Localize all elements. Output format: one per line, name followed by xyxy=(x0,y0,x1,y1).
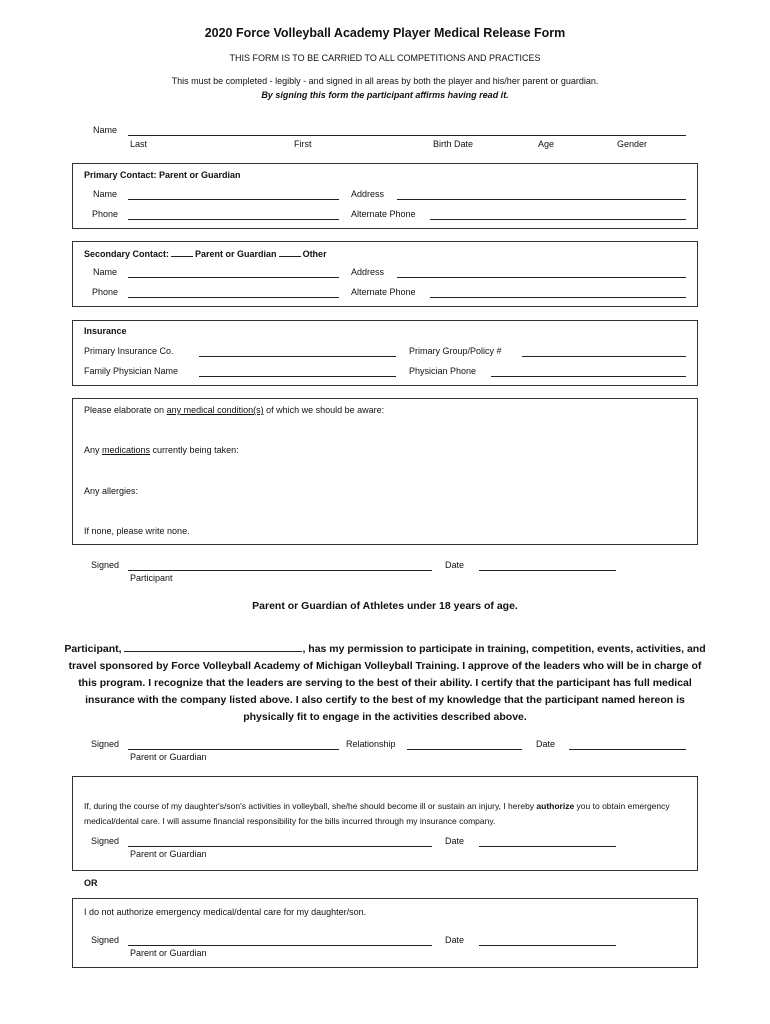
col-age: Age xyxy=(538,139,555,149)
primary-contact-heading: Primary Contact: Parent or Guardian xyxy=(84,170,241,180)
player-name-field[interactable] xyxy=(128,135,686,136)
medical-q1-a: Please elaborate on xyxy=(84,405,167,415)
col-gender: Gender xyxy=(617,139,648,149)
guardian-date-label: Date xyxy=(536,739,556,749)
guardian-para-a: Participant, xyxy=(64,643,122,655)
secondary-name-field[interactable] xyxy=(128,277,339,278)
physician-phone-field[interactable] xyxy=(491,376,686,377)
primary-insurance-field[interactable] xyxy=(199,356,396,357)
secondary-guardian-label: Parent or Guardian xyxy=(195,249,277,259)
physician-name-label: Family Physician Name xyxy=(84,366,179,376)
authorize-text-a: If, during the course of my daughter's/son's activities in volleyball, she/he should become ill or sustain an injury, I hereby xyxy=(84,801,537,811)
secondary-alt-phone-field[interactable] xyxy=(430,297,686,298)
medical-q2-b: currently being taken: xyxy=(150,445,239,455)
physician-phone-label: Physician Phone xyxy=(409,366,477,376)
group-policy-label: Primary Group/Policy # xyxy=(409,346,502,356)
secondary-address-label: Address xyxy=(351,267,385,277)
secondary-other-checkbox[interactable] xyxy=(279,248,301,257)
decline-sub-label: Parent or Guardian xyxy=(130,948,207,958)
guardian-para-b: , has my permission to participate in training, competition, events, activities, and travel sponsored by Force Volleyball Academy of Michigan Volleyball Training. I approve of the leaders who will be in charge of this program. I recognize that the leaders are serving to the best of their ability. I certify that the participant has full medical insurance with the company listed above. I also certify to the best of my knowledge that the participant named hereon is physically fit to engage in the activities described above. xyxy=(68,643,706,723)
primary-insurance-label: Primary Insurance Co. xyxy=(84,346,174,356)
primary-phone-label: Phone xyxy=(92,209,119,219)
decline-signed-label: Signed xyxy=(91,935,120,945)
secondary-phone-label: Phone xyxy=(92,287,119,297)
instruction-text: This must be completed - legibly - and signed in all areas by both the player and his/her parent or guardian. xyxy=(171,76,599,86)
participant-signed-label: Signed xyxy=(91,560,120,570)
authorize-date-label: Date xyxy=(445,836,465,846)
decline-date-field[interactable] xyxy=(479,945,616,946)
affirm-text: By signing this form the participant affirms having read it. xyxy=(261,90,509,100)
group-policy-field[interactable] xyxy=(522,356,686,357)
primary-alt-phone-field[interactable] xyxy=(430,219,686,220)
primary-name-field[interactable] xyxy=(128,199,339,200)
participant-date-label: Date xyxy=(445,560,465,570)
page-title: 2020 Force Volleyball Academy Player Medical Release Form xyxy=(204,26,566,40)
secondary-other-label: Other xyxy=(302,249,327,259)
secondary-contact-heading xyxy=(84,248,327,259)
secondary-alt-phone-label: Alternate Phone xyxy=(351,287,416,297)
participant-signature-field[interactable] xyxy=(128,570,432,571)
medical-conditions-question xyxy=(84,405,384,415)
col-first: First xyxy=(294,139,312,149)
primary-address-label: Address xyxy=(351,189,385,199)
medical-q1-b: of which we should be aware: xyxy=(263,405,385,415)
guardian-signature-field[interactable] xyxy=(128,749,339,750)
authorize-text xyxy=(84,799,688,829)
secondary-guardian-checkbox[interactable] xyxy=(171,248,193,257)
decline-text: I do not authorize emergency medical/dental care for my daughter/son. xyxy=(84,907,367,917)
primary-address-field[interactable] xyxy=(397,199,686,200)
relationship-label: Relationship xyxy=(346,739,396,749)
none-instruction: If none, please write none. xyxy=(84,526,190,536)
medical-box xyxy=(72,398,698,545)
secondary-phone-field[interactable] xyxy=(128,297,339,298)
physician-name-field[interactable] xyxy=(199,376,396,377)
guardian-sub-label: Parent or Guardian xyxy=(130,752,207,762)
authorize-text-c: you to obtain emergency medical/dental care. I will assume financial responsibility for the bills incurred through my insurance company. xyxy=(84,801,670,826)
insurance-heading: Insurance xyxy=(84,326,127,336)
guardian-date-field[interactable] xyxy=(569,749,686,750)
guardian-permission-paragraph xyxy=(60,641,710,726)
medications-question xyxy=(84,445,239,455)
authorize-signature-field[interactable] xyxy=(128,846,432,847)
guardian-heading: Parent or Guardian of Athletes under 18 years of age. xyxy=(252,600,518,612)
decline-signature-field[interactable] xyxy=(128,945,432,946)
allergies-question: Any allergies: xyxy=(84,486,139,496)
decline-date-label: Date xyxy=(445,935,465,945)
primary-name-label: Name xyxy=(93,189,118,199)
participant-date-field[interactable] xyxy=(479,570,616,571)
secondary-name-label: Name xyxy=(93,267,118,277)
authorize-signed-label: Signed xyxy=(91,836,120,846)
or-label: OR xyxy=(84,878,98,888)
medical-q2-u: medications xyxy=(102,445,151,455)
authorize-sub-label: Parent or Guardian xyxy=(130,849,207,859)
col-birth-date: Birth Date xyxy=(433,139,474,149)
subtitle: THIS FORM IS TO BE CARRIED TO ALL COMPETITIONS AND PRACTICES xyxy=(229,53,541,63)
medical-q2-a: Any xyxy=(84,445,103,455)
authorize-text-b: authorize xyxy=(536,801,575,811)
participant-sub-label: Participant xyxy=(130,573,173,583)
primary-phone-field[interactable] xyxy=(128,219,339,220)
secondary-address-field[interactable] xyxy=(397,277,686,278)
medical-q1-u: any medical condition(s) xyxy=(166,405,264,415)
relationship-field[interactable] xyxy=(407,749,522,750)
authorize-date-field[interactable] xyxy=(479,846,616,847)
col-last: Last xyxy=(130,139,148,149)
participant-name-blank[interactable] xyxy=(124,641,302,652)
player-name-label: Name xyxy=(93,125,118,135)
secondary-heading-label: Secondary Contact: xyxy=(84,249,170,259)
guardian-signed-label: Signed xyxy=(91,739,120,749)
primary-alt-phone-label: Alternate Phone xyxy=(351,209,416,219)
